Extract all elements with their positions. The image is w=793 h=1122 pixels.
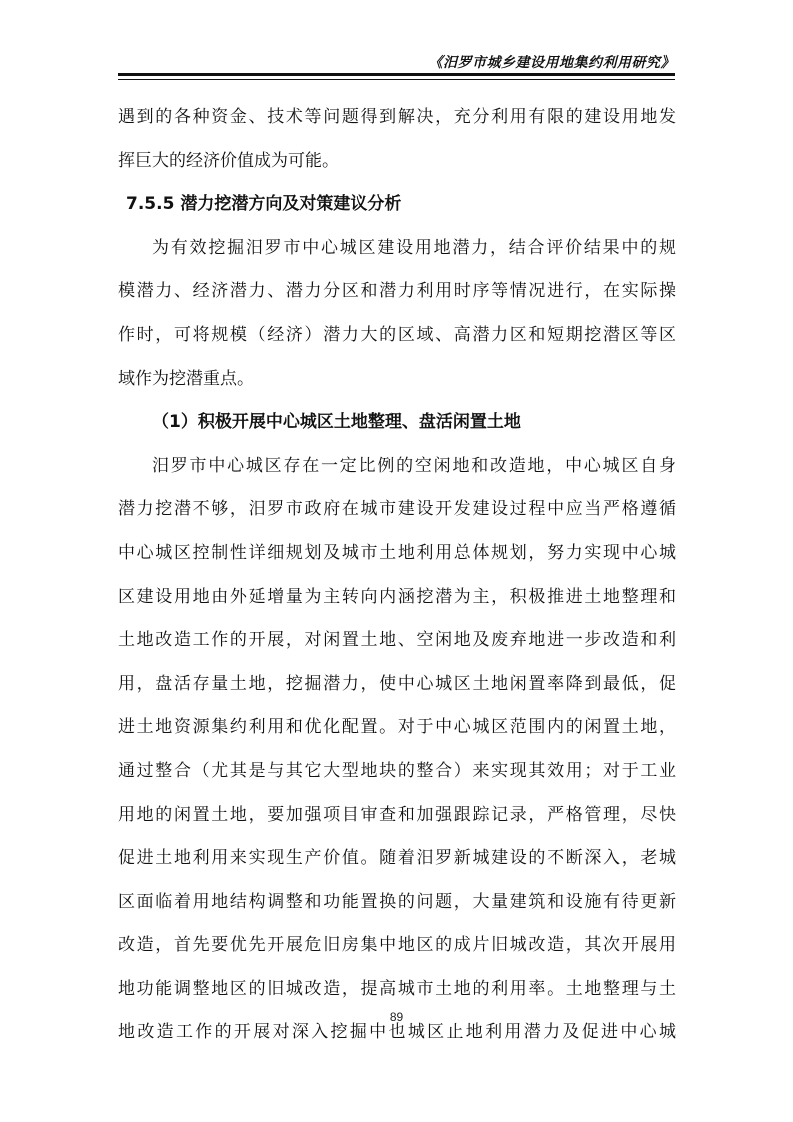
text-line: 区面临着用地结构调整和功能置换的问题，大量建筑和设施有待更新 xyxy=(118,891,676,912)
text-line: 土地改造工作的开展，对闲置土地、空闲地及废弃地进一步改造和利 xyxy=(118,630,676,651)
text-line: 区建设用地由外延增量为主转向内涵挖潜为主，积极推进土地整理和 xyxy=(118,586,676,607)
text-line: 模潜力、经济潜力、潜力分区和潜力利用时序等情况进行，在实际操 xyxy=(118,281,676,302)
text-line: 促进土地利用来实现生产价值。随着汨罗新城建设的不断深入，老城 xyxy=(118,848,676,869)
text-line: 汨罗市中心城区存在一定比例的空闲地和改造地，中心城区自身 xyxy=(152,455,676,476)
text-line: 通过整合（尤其是与其它大型地块的整合）来实现其效用；对于工业 xyxy=(118,760,676,781)
paragraph-3 xyxy=(118,445,676,1055)
text-line: 挥巨大的经济价值成为可能。 xyxy=(118,150,339,171)
page-body xyxy=(118,96,676,1055)
subsection-heading-1: （1）积极开展中心城区土地整理、盘活闲置土地 xyxy=(152,412,521,433)
paragraph-1 xyxy=(118,96,676,183)
text-line: 作时，可将规模（经济）潜力大的区域、高潜力区和短期挖潜区等区 xyxy=(118,324,676,345)
text-line: 中心城区控制性详细规划及城市土地利用总体规划，努力实现中心城 xyxy=(118,542,676,563)
text-line: 用，盘活存量土地，挖掘潜力，使中心城区土地闲置率降到最低，促 xyxy=(118,673,676,694)
text-line: 为有效挖掘汨罗市中心城区建设用地潜力，结合评价结果中的规 xyxy=(152,237,676,258)
text-line: 地功能调整地区的旧城改造，提高城市土地的利用率。土地整理与土 xyxy=(118,978,676,999)
text-line: 用地的闲置土地，要加强项目审查和加强跟踪记录，严格管理，尽快 xyxy=(118,804,676,825)
page-number: 89 xyxy=(389,1010,404,1024)
header-title: 《汨罗市城乡建设用地集约利用研究》 xyxy=(428,55,675,71)
header-rule-thick xyxy=(118,73,675,76)
text-line: 改造，首先要优先开展危旧房集中地区的成片旧城改造，其次开展用 xyxy=(118,935,676,956)
text-line: 域作为挖潜重点。 xyxy=(118,368,254,389)
section-heading-7-5-5: 7.5.5 潜力挖潜方向及对策建议分析 xyxy=(126,194,402,215)
paragraph-2 xyxy=(118,227,676,401)
text-line: 地改造工作的开展对深入挖掘中也城区止地利用潜力及促进中心城 xyxy=(118,1022,676,1043)
text-line: 进土地资源集约利用和优化配置。对于中心城区范围内的闲置土地， xyxy=(118,717,676,738)
header-rule-thin xyxy=(118,79,675,80)
text-line: 遇到的各种资金、技术等问题得到解决，充分利用有限的建设用地发 xyxy=(118,107,676,127)
text-line: 潜力挖潜不够，汨罗市政府在城市建设开发建设过程中应当严格遵循 xyxy=(118,499,676,520)
